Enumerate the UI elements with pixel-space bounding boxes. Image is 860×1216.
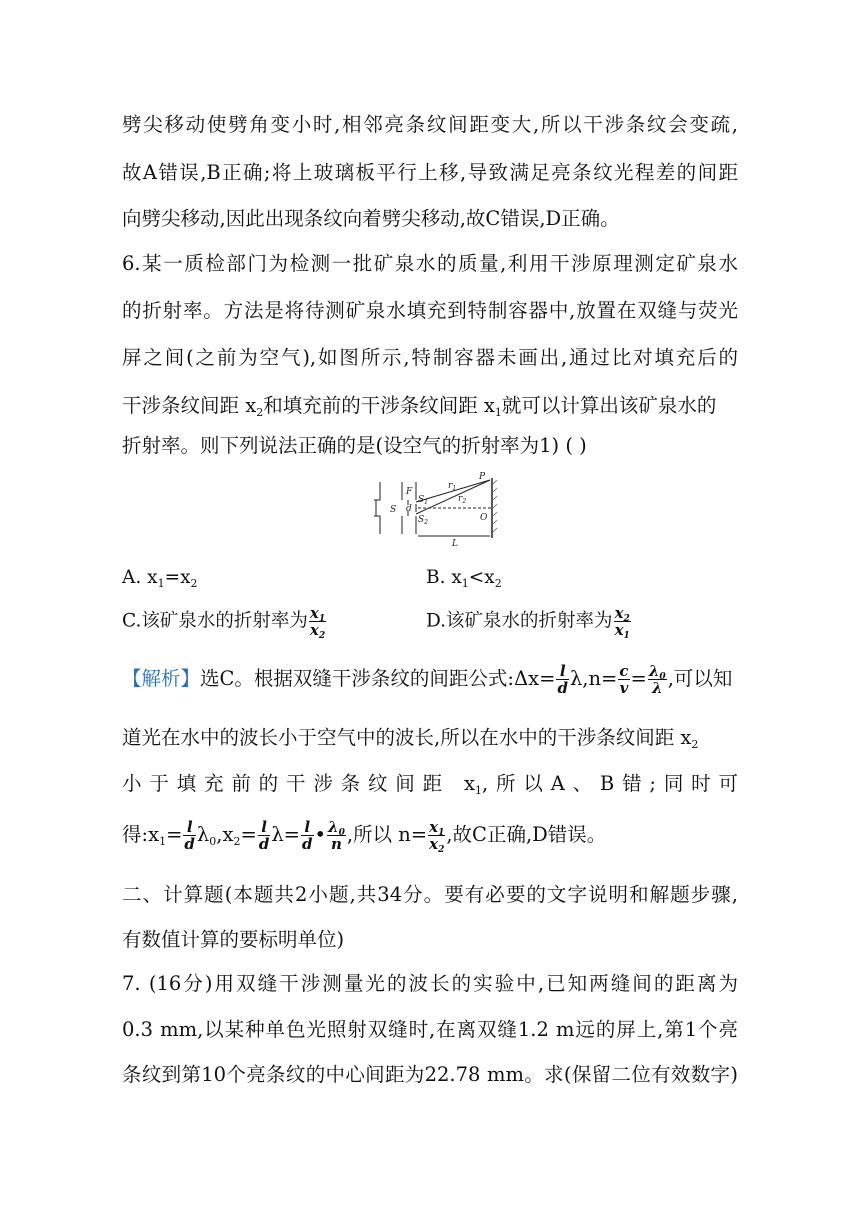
question-7-line: 0.3 mm,以某种单色光照射双缝时,在离双缝1.2 m远的屏上,第1个亮 bbox=[122, 1018, 738, 1041]
question-6-line: 6.某一质检部门为检测一批矿泉水的质量,利用干涉原理测定矿泉水 bbox=[122, 252, 738, 275]
question-7-line: 条纹到第10个亮条纹的中心间距为22.78 mm。求(保留二位有效数字) bbox=[122, 1063, 738, 1086]
label-d: d bbox=[406, 504, 412, 514]
label-S2: $S_2$ bbox=[418, 515, 428, 526]
text-line: 折射率。则下列说法正确的是(设空气的折射率为1) ( ) bbox=[122, 434, 587, 457]
section-heading: 二、计算题(本题共2小题,共34分。要有必要的文字说明和解题步骤, bbox=[122, 883, 738, 906]
section-heading: 有数值计算的要标明单位) bbox=[122, 928, 345, 951]
label-S: S bbox=[390, 505, 397, 515]
label-O: O bbox=[480, 513, 488, 523]
option-D: D.该矿泉水的折射率为 $\frac{x_2}{x_1}$ bbox=[426, 604, 630, 641]
option-B: B. $x_1<x_2$ bbox=[426, 567, 502, 590]
text-line: 的折射率。方法是将待测矿泉水填充到特制容器中,放置在双缝与荧光 bbox=[122, 299, 738, 322]
double-slit-diagram bbox=[366, 470, 506, 548]
fraction: $\frac{x_1}{x_2}$ bbox=[309, 604, 326, 641]
analysis-tag: 【解析】 bbox=[122, 667, 201, 690]
analysis-line: 【解析】选C。根据双缝干涉条纹的间距公式:Δx= $\frac{l}{d}$ λ,n= $\frac{c}{v}$ = $\frac{\lambda_0}{\lambda}$ ,可以知 bbox=[122, 662, 733, 697]
text-line: 故A错误,B正确;将上玻璃板平行上移,导致满足亮条纹光程差的间距 bbox=[122, 161, 738, 184]
question-7-line: 7. (16分)用双缝干涉测量光的波长的实验中,已知两缝间的距离为 bbox=[122, 972, 738, 995]
label-F: F bbox=[406, 487, 413, 497]
label-r2: $r_2$ bbox=[458, 494, 467, 505]
label-P: P bbox=[479, 472, 486, 482]
option-A: A. $x_1=x_2$ bbox=[122, 567, 198, 590]
fraction: $\frac{x_2}{x_1}$ bbox=[614, 604, 630, 641]
label-S1: $S_1$ bbox=[418, 495, 428, 506]
analysis-line: 道光在水中的波长小于空气中的波长,所以在水中的干涉条纹间距 $x_2$ bbox=[122, 726, 699, 751]
label-L: L bbox=[452, 539, 458, 548]
text-line: 向劈尖移动,因此出现条纹向着劈尖移动,故C错误,D正确。 bbox=[122, 207, 620, 230]
text-line: 劈尖移动使劈角变小时,相邻亮条纹间距变大,所以干涉条纹会变疏, bbox=[122, 113, 738, 136]
label-r1: $r_1$ bbox=[448, 481, 457, 492]
analysis-line: 得$:x_1=$ $\frac{l}{d}$ $\lambda_0,x_2=$ $\frac{l}{d}$ λ= $\frac{l}{d}$ • $\frac{\lambda_0}{n}$ ,所以 n= $\frac{x_1}{x_2}$ ,故C正确,D错误。 bbox=[122, 818, 607, 855]
option-C: C.该矿泉水的折射率为 $\frac{x_1}{x_2}$ bbox=[122, 604, 326, 641]
text-line: 干涉条纹间距 $x_2$和填充前的干涉条纹间距 $x_1$就可以计算出该矿泉水的 bbox=[122, 394, 717, 419]
text-line: 屏之间(之前为空气),如图所示,特制容器未画出,通过比对填充后的 bbox=[122, 346, 738, 369]
analysis-line: 小于填充前的干涉条纹间距 $x_1$,所以A、B错;同时可 bbox=[122, 772, 738, 797]
